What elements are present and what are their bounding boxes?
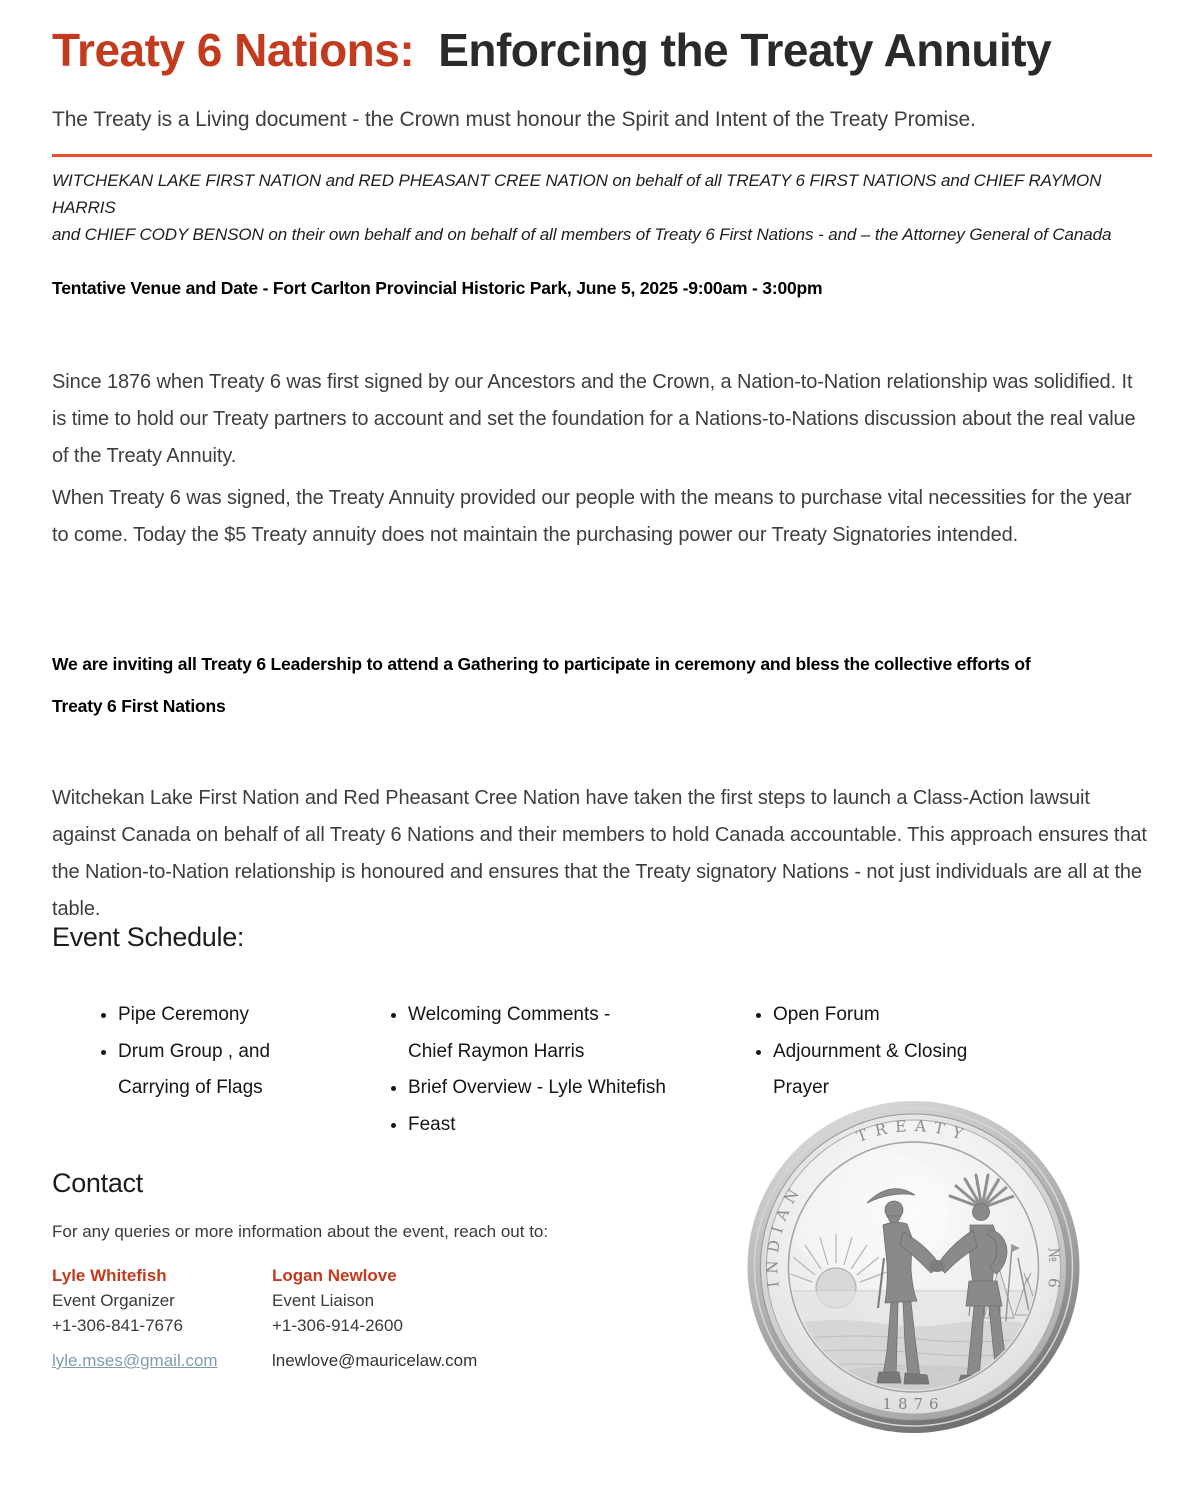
schedule-item-line: Chief Raymon Harris	[408, 1040, 585, 1062]
svg-text:№ 6	[1043, 1247, 1063, 1294]
schedule-item-line: Brief Overview - Lyle Whitefish	[408, 1077, 666, 1098]
venue-date-line: Tentative Venue and Date - Fort Carlton Provincial Historic Park, June 5, 2025 -9:00am - 3:00pm	[52, 278, 823, 298]
schedule-column-1	[85, 997, 335, 1107]
contact-card-lyle	[52, 1263, 252, 1373]
subtitle: The Treaty is a Living document - the Crown must honour the Spirit and Intent of the Treaty Promise.	[52, 108, 976, 131]
schedule-item	[773, 997, 1040, 1034]
contact-phone: +1-306-914-2600	[272, 1316, 403, 1335]
invitation-line-2: Treaty 6 First Nations	[52, 696, 226, 716]
invitation-line-1: We are inviting all Treaty 6 Leadership to attend a Gathering to participate in ceremony and bless the collective efforts of	[52, 654, 1031, 674]
schedule-item	[408, 1107, 720, 1144]
contact-role: Event Organizer	[52, 1291, 175, 1310]
schedule-item-line: Carrying of Flags	[118, 1077, 263, 1098]
medal-text-treaty: TREATY	[854, 1116, 973, 1147]
contact-phone: +1-306-841-7676	[52, 1316, 183, 1335]
schedule-item-line: Adjournment & Closing	[773, 1040, 968, 1062]
contact-name: Logan Newlove	[272, 1266, 397, 1285]
schedule-item	[408, 1070, 720, 1107]
email-link-lyle[interactable]: lyle.mses@gmail.com	[52, 1351, 218, 1370]
contact-name: Lyle Whitefish	[52, 1266, 167, 1285]
schedule-item	[118, 1034, 335, 1107]
medal-text-year: 1876	[882, 1395, 945, 1413]
medal-text-indian: INDIAN	[763, 1179, 807, 1289]
title-red-part: Treaty 6 Nations:	[52, 24, 415, 76]
schedule-item-line: Drum Group , and	[118, 1040, 271, 1062]
schedule-item-line: Feast	[408, 1113, 456, 1135]
medal-text-no6: № 6	[1043, 1246, 1064, 1294]
schedule-item-line: Pipe Ceremony	[118, 1004, 249, 1025]
paragraph-lawsuit: Witchekan Lake First Nation and Red Pheasant Cree Nation have taken the first steps to launch a Class-Action lawsuit against Canada on behalf of all Treaty 6 Nations and their members to hold Canada accountable. This approach ensures that the Nation-to-Nation relationship is honoured and ensures that the Treaty signatory Nations - not just individuals are all at the table.	[52, 787, 1147, 920]
event-schedule-heading: Event Schedule:	[52, 922, 245, 952]
page-title	[52, 24, 1172, 77]
schedule-item-line: Prayer	[773, 1077, 829, 1098]
paragraph-annuity: When Treaty 6 was signed, the Treaty Annuity provided our people with the means to purchase vital necessities for the year to come. Today the $5 Treaty annuity does not maintain the purchasing power our Treaty Signatories intended.	[52, 487, 1132, 546]
orange-divider	[52, 154, 1152, 157]
contact-card-logan	[272, 1263, 532, 1373]
schedule-item	[408, 997, 720, 1070]
schedule-column-3	[740, 997, 1040, 1107]
email-text-logan: lnewlove@mauricelaw.com	[272, 1351, 478, 1370]
treaty-medal-svg	[746, 1096, 1082, 1438]
paragraph-history: Since 1876 when Treaty 6 was first signed by our Ancestors and the Crown, a Nation-to-Nation relationship was solidified. It is time to hold our Treaty partners to account and set the foundation for a Nations-to-Nations discussion about the real value of the Treaty Annuity.	[52, 371, 1136, 467]
parties-line-1: WITCHEKAN LAKE FIRST NATION and RED PHEASANT CREE NATION on behalf of all TREATY 6 FIRST NATIONS and CHIEF RAYMON HARRIS	[52, 171, 1102, 217]
contact-role: Event Liaison	[272, 1291, 375, 1310]
schedule-column-2	[375, 997, 720, 1143]
contact-heading: Contact	[52, 1168, 143, 1198]
schedule-item	[118, 997, 335, 1034]
invitation-paragraph	[52, 643, 1142, 727]
handshake-icon	[929, 1260, 945, 1272]
title-dark-part: Enforcing the Treaty Annuity	[438, 24, 1052, 76]
contact-intro: For any queries or more information about the event, reach out to:	[52, 1222, 549, 1241]
schedule-item-line: Open Forum	[773, 1004, 880, 1025]
treaty-medal-image	[746, 1096, 1082, 1438]
schedule-item-line: Welcoming Comments -	[408, 1004, 611, 1025]
parties-paragraph	[52, 167, 1162, 248]
parties-line-2: and CHIEF CODY BENSON on their own behalf and on behalf of all members of Treaty 6 First Nations - and – the Attorney General of Canada	[52, 225, 1112, 244]
